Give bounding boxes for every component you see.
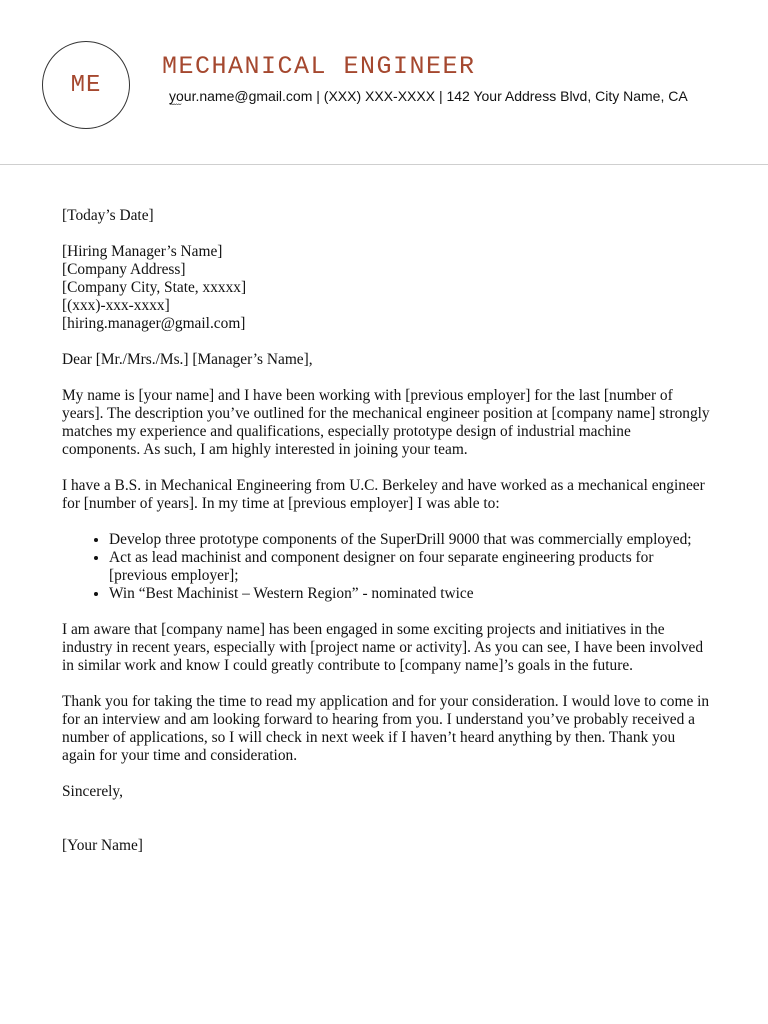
paragraph-thank-you: Thank you for taking the time to read my application and for your consideration. I would love to come in for an interview and am looking forward to hearing from you. I understand you’ve probably received a number of applications, so I will check in next week if I haven’t heard anything by then. Thank you again for your time and consideration. bbox=[62, 693, 710, 764]
letter-date: [Today’s Date] bbox=[62, 207, 154, 224]
recipient-email: [hiring.manager@gmail.com] bbox=[62, 315, 246, 332]
letter-body bbox=[62, 207, 712, 855]
job-title: MECHANICAL ENGINEER bbox=[162, 52, 476, 81]
spellcheck-squiggle: ˇˇˇˇˇ bbox=[169, 103, 181, 114]
list-item: • Develop three prototype components of the SuperDrill 9000 that was commercially employed; bbox=[109, 531, 712, 549]
recipient-phone: [(xxx)-xxx-xxxx] bbox=[62, 297, 170, 314]
list-item: • Act as lead machinist and component designer on four separate engineering products for [previous employer]; bbox=[109, 549, 712, 585]
paragraph-intro: My name is [your name] and I have been working with [previous employer] for the last [number of years]. The description you’ve outlined for the mechanical engineer position at [company name] strongly matches my experience and qualifications, especially prototype design of industrial machine components. As such, I am highly interested in joining your team. bbox=[62, 387, 710, 458]
signature-name: [Your Name] bbox=[62, 837, 143, 854]
recipient-address: [Company Address] bbox=[62, 261, 186, 278]
list-item: • Win “Best Machinist – Western Region” - nominated twice bbox=[109, 585, 712, 603]
recipient-city-state: [Company City, State, xxxxx] bbox=[62, 279, 247, 296]
salutation: Dear [Mr./Mrs./Ms.] [Manager’s Name], bbox=[62, 351, 313, 368]
header-divider bbox=[0, 164, 768, 165]
monogram-initials: ME bbox=[70, 71, 102, 99]
recipient-name: [Hiring Manager’s Name] bbox=[62, 243, 223, 260]
monogram-circle bbox=[42, 41, 130, 129]
contact-line: your.name@gmail.com | (XXX) XXX-XXXX | 142 Your Address Blvd, City Name, CA bbox=[169, 88, 688, 104]
paragraph-education: I have a B.S. in Mechanical Engineering from U.C. Berkeley and have worked as a mechanical engineer for [number of years]. In my time at [previous employer] I was able to: bbox=[62, 477, 705, 512]
closing: Sincerely, bbox=[62, 783, 123, 800]
paragraph-company-interest: I am aware that [company name] has been engaged in some exciting projects and initiatives in the industry in recent years, especially with [project name or activity]. As you can see, I have been involved in similar work and know I could greatly contribute to [company name]’s goals in the future. bbox=[62, 621, 704, 674]
achievement-list bbox=[62, 531, 712, 603]
